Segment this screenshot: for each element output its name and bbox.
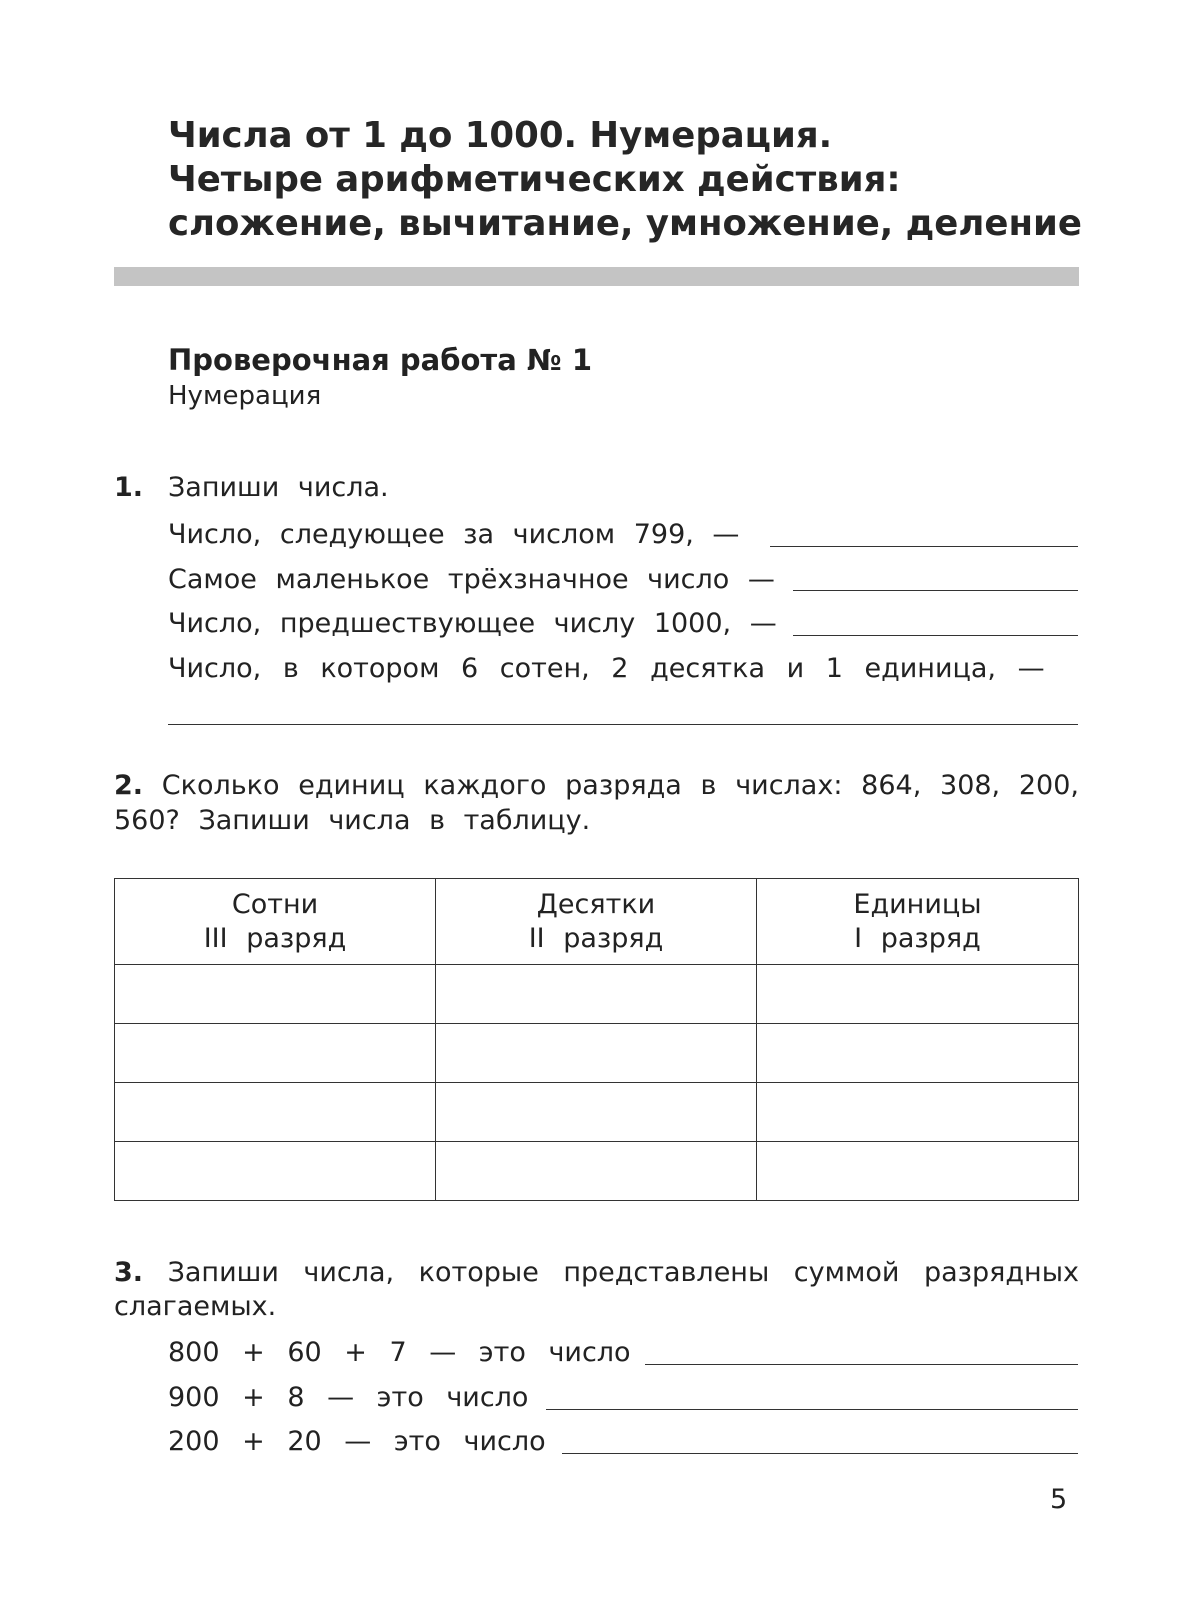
table-cell[interactable] [757,1142,1079,1201]
task-1-item-4: Число, в котором 6 сотен, 2 десятка и 1 единица, — [168,653,1045,684]
ranks-table [114,878,1079,1201]
task-3-number: 3. [114,1257,144,1288]
table-cell[interactable] [115,1083,436,1142]
work-subtitle: Нумерация [168,381,322,411]
table-cell[interactable] [436,1083,757,1142]
task-2-number: 2. [114,770,144,801]
header-hundreds-rank: III разряд [203,922,347,954]
header-units-rank: I разряд [854,922,981,954]
answer-line-3-3[interactable] [562,1453,1078,1454]
table-header-units [757,879,1079,965]
task-2-text-line-2: 560? Запиши числа в таблицу. [114,805,591,836]
table-cell[interactable] [757,965,1079,1024]
answer-line-1-2[interactable] [793,590,1078,591]
work-title: Проверочная работа № 1 [168,343,593,377]
task-3-item-1: 800 + 60 + 7 — это число [168,1337,631,1368]
section-heading [168,114,1088,246]
table-cell[interactable] [436,965,757,1024]
header-hundreds-name: Сотни [231,888,319,920]
table-header-hundreds [115,879,436,965]
table-cell[interactable] [115,1024,436,1083]
header-tens-rank: II разряд [528,922,664,954]
answer-line-1-4[interactable] [168,724,1078,725]
task-1-instruction: Запиши числа. [168,472,389,503]
table-cell[interactable] [115,965,436,1024]
table-header-tens [436,879,757,965]
table-cell[interactable] [436,1024,757,1083]
task-1-number: 1. [114,472,144,503]
table-cell[interactable] [757,1083,1079,1142]
task-3-text: Запиши числа, которые представлены суммой разрядных [167,1257,1079,1288]
answer-line-1-3[interactable] [793,635,1078,636]
answer-line-3-2[interactable] [546,1409,1078,1410]
heading-divider [114,267,1079,286]
task-3-text-line-1 [114,1255,1079,1290]
task-3-item-2: 900 + 8 — это число [168,1382,529,1413]
task-1-item-2: Самое маленькое трёхзначное число — [168,564,775,595]
header-units-name: Единицы [853,888,982,920]
task-1-item-1: Число, следующее за числом 799, — [168,519,740,550]
task-2-text: Сколько единиц каждого разряда в числах: 864, 308, 200, [161,770,1079,801]
page-number: 5 [1050,1484,1068,1515]
table-row [115,1083,1079,1142]
table-cell[interactable] [436,1142,757,1201]
heading-line-1: Числа от 1 до 1000. Нумерация. [168,115,833,156]
task-2-text-line-1 [114,768,1079,803]
table-row [115,965,1079,1024]
answer-line-1-1[interactable] [770,546,1078,547]
answer-line-3-1[interactable] [645,1364,1078,1365]
header-tens-name: Десятки [536,888,656,920]
table-cell[interactable] [115,1142,436,1201]
table-row [115,1142,1079,1201]
task-1-item-3: Число, предшествующее числу 1000, — [168,608,777,639]
heading-line-3: сложение, вычитание, умножение, деление [168,203,1082,244]
table-cell[interactable] [757,1024,1079,1083]
table-row [115,1024,1079,1083]
task-3-item-3: 200 + 20 — это число [168,1426,546,1457]
task-3-text-line-2: слагаемых. [114,1291,277,1322]
heading-line-2: Четыре арифметических действия: [168,159,901,200]
